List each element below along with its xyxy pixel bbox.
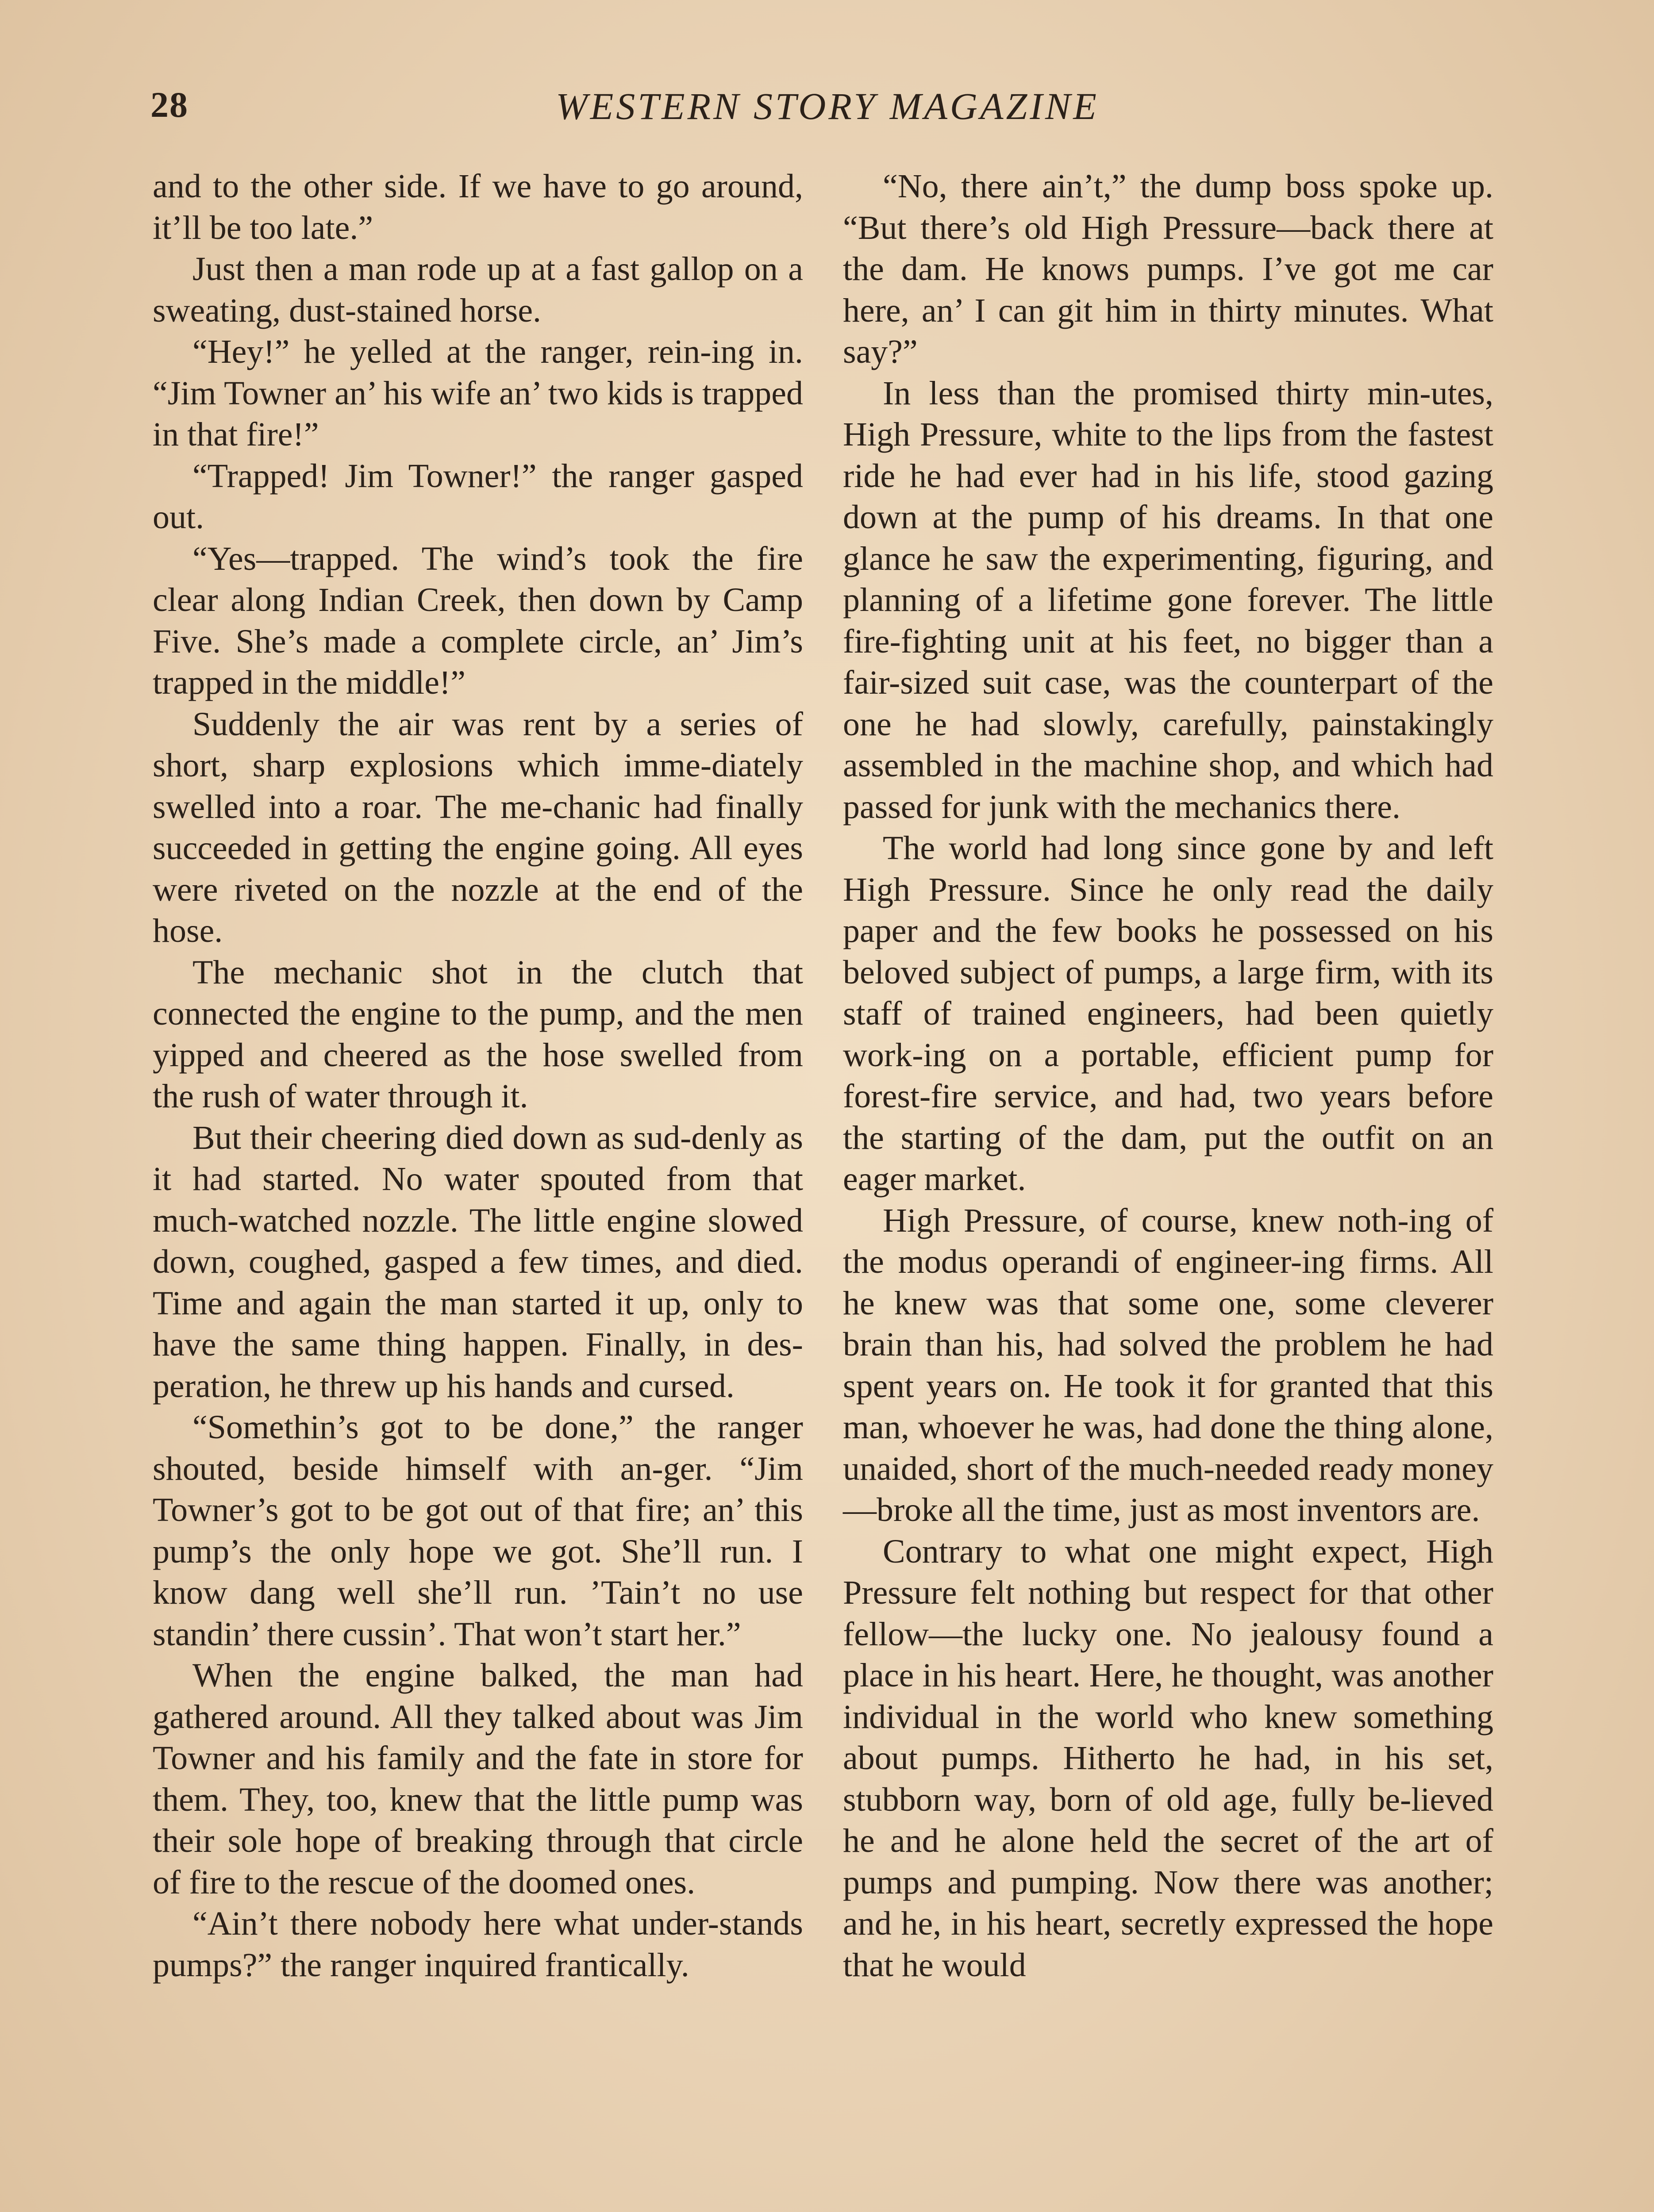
paragraph: “No, there ain’t,” the dump boss spoke up. “But there’s old High Pressure—back there at the dam. He knows pumps. I’ve got me car here, an’ I can git him in thirty minutes. What say?”: [843, 168, 1493, 370]
paragraph: High Pressure, of course, knew noth-ing of the modus operandi of engineer-ing firms. All he knew was that some one, some cleverer brain than his, had solved the problem he had spent years on. He took it for granted that this man, whoever he was, had done the thing alone, unaided, short of the much-needed ready money—broke all the time, just as most inventors are.: [843, 1202, 1493, 1528]
paragraph: Suddenly the air was rent by a series of short, sharp explosions which imme-diately swelled into a roar. The me-chanic had finally succeeded in getting the engine going. All eyes were riveted on the nozzle at the end of the hose.: [153, 705, 803, 949]
paragraph: But their cheering died down as sud-denly as it had started. No water spouted from that much-watched nozzle. The little engine slowed down, coughed, gasped a few times, and died. Time and again the man started it up, only to have the same thing happen. Finally, in des-peration, he threw up his hands and cursed.: [153, 1119, 803, 1405]
page-header: [150, 84, 1504, 142]
paragraph: Contrary to what one might expect, High Pressure felt nothing but respect for that other fellow—the lucky one. No jealousy found a place in his heart. Here, he thought, was another individual in the world who knew something about pumps. Hitherto he had, in his set, stubborn way, born of old age, fully be-lieved he and he alone held the secret of the art of pumps and pumping. Now there was another; and he, in his heart, secretly expressed the hope that he would: [843, 1532, 1493, 1984]
paragraph: “Somethin’s got to be done,” the ranger shouted, beside himself with an-ger. “Jim Towner’s got to be got out of that fire; an’ this pump’s the only hope we got. She’ll run. I know dang well she’ll run. ’Tain’t no use standin’ there cussin’. That won’t start her.”: [153, 1409, 803, 1653]
page-number: 28: [150, 84, 188, 125]
right-column: [843, 166, 1493, 1986]
paragraph: “Hey!” he yelled at the ranger, rein-ing in. “Jim Towner an’ his wife an’ two kids is trapped in that fire!”: [153, 333, 804, 453]
paragraph: Just then a man rode up at a fast gallop on a sweating, dust-stained horse.: [153, 250, 803, 329]
paragraph: “Yes—trapped. The wind’s took the fire clear along Indian Creek, then down by Camp Five. She’s made a complete circle, an’ Jim’s trapped in the middle!”: [153, 540, 803, 701]
paragraph: When the engine balked, the man had gathered around. All they talked about was Jim Towner and his family and the fate in store for them. They, too, knew that the little pump was their sole hope of breaking through that circle of fire to the rescue of the doomed ones.: [153, 1657, 803, 1901]
paragraph: The mechanic shot in the clutch that connected the engine to the pump, and the men yipped and cheered as the hose swelled from the rush of water through it.: [153, 953, 803, 1115]
paragraph: “Ain’t there nobody here what under-stands pumps?” the ranger inquired frantically.: [153, 1905, 803, 1984]
paragraph: The world had long since gone by and left High Pressure. Since he only read the daily paper and the few books he possessed on his beloved subject of pumps, a large firm, with its staff of trained engineers, had been quietly work-ing on a portable, efficient pump for forest-fire service, and had, two years before the starting of the dam, put the outfit on an eager market.: [843, 830, 1493, 1198]
paragraph: and to the other side. If we have to go around, it’ll be too late.”: [153, 168, 803, 246]
left-column: [153, 166, 803, 1986]
paragraph: In less than the promised thirty min-utes, High Pressure, white to the lips from the fastest ride he had ever had in his life, stood gazing down at the pump of his dreams. In that one glance he saw the experimenting, figuring, and planning of a lifetime gone forever. The little fire-fighting unit at his feet, no bigger than a fair-sized suit case, was the counterpart of the one he had slowly, carefully, painstakingly assembled in the machine shop, and which had passed for junk with the mechanics there.: [843, 374, 1493, 826]
paragraph: “Trapped! Jim Towner!” the ranger gasped out.: [153, 457, 803, 536]
magazine-title: WESTERN STORY MAGAZINE: [556, 85, 1099, 127]
